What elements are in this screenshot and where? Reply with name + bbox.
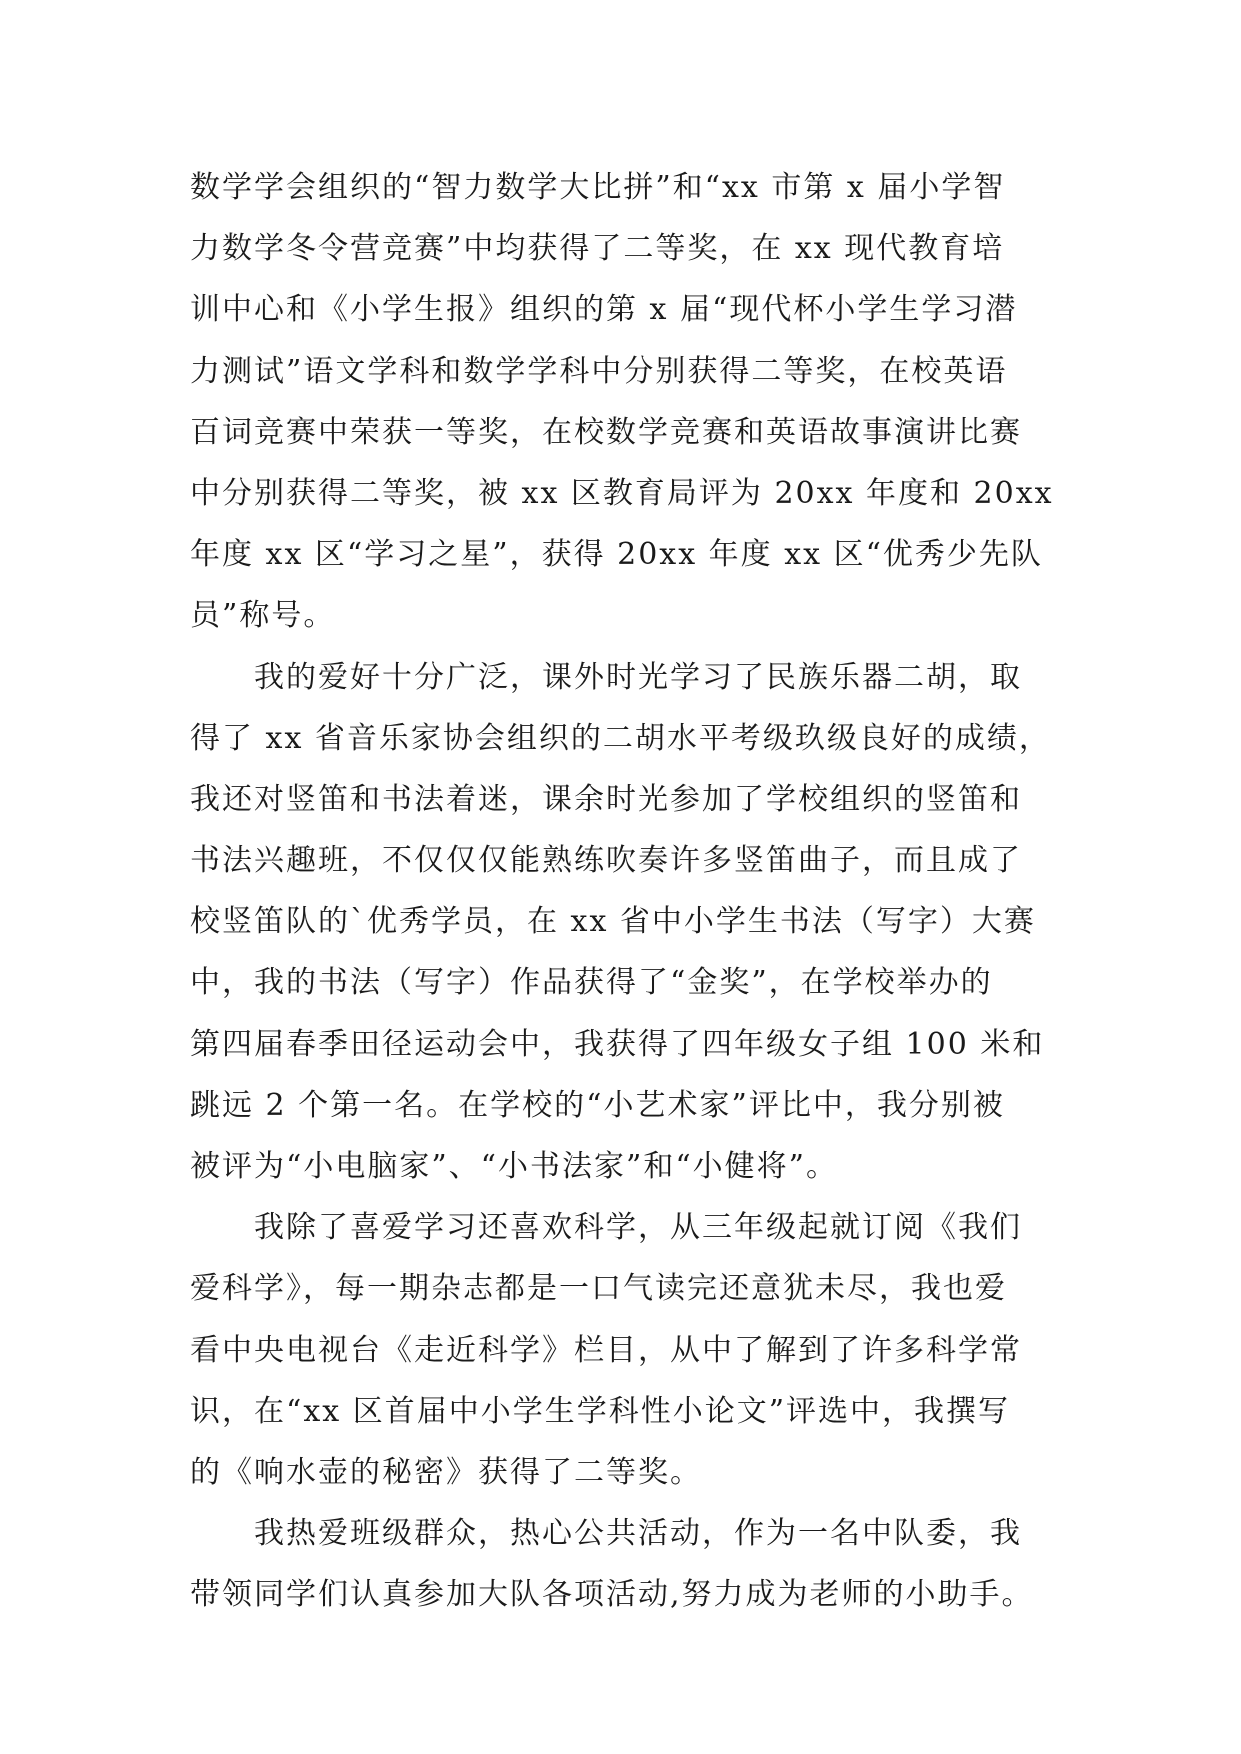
text-line: 员”称号。	[190, 598, 336, 634]
text-line: 数学学会组织的“智力数学大比拼”和“xx 市第 x 届小学智	[190, 170, 1006, 205]
text-line: 我除了喜爱学习还喜欢科学，从三年级起就订阅《我们	[190, 1210, 1022, 1246]
text-line: 第四届春季田径运动会中，我获得了四年级女子组 100 米和	[190, 1026, 1045, 1062]
text-line: 百词竞赛中荣获一等奖，在校数学竞赛和英语故事演讲比赛	[190, 414, 1022, 450]
text-line: 中分别获得二等奖，被 xx 区教育局评为 20xx 年度和 20xx	[190, 475, 1054, 511]
text-line: 我的爱好十分广泛，课外时光学习了民族乐器二胡，取	[190, 659, 1022, 695]
text-line: 校竖笛队的`优秀学员，在 xx 省中小学生书法（写字）大赛	[190, 904, 1036, 940]
text-line: 力测试”语文学科和数学学科中分别获得二等奖，在校英语	[190, 353, 1008, 389]
text-line: 中，我的书法（写字）作品获得了“金奖”，在学校举办的	[190, 965, 993, 1001]
paragraph-class-activities	[190, 1503, 1058, 1625]
text-line: 书法兴趣班，不仅仅仅能熟练吹奏许多竖笛曲子，而且成了	[190, 843, 1022, 879]
text-line: 爱科学》，每一期杂志都是一口气读完还意犹未尽，我也爱	[190, 1271, 1007, 1307]
text-line: 我热爱班级群众，热心公共活动，作为一名中队委，我	[190, 1516, 1022, 1552]
text-line: 训中心和《小学生报》组织的第 x 届“现代杯小学生学习潜	[190, 292, 1018, 328]
text-line: 被评为“小电脑家”、“小书法家”和“小健将”。	[190, 1149, 839, 1184]
paragraph-science	[190, 1197, 1058, 1503]
text-line: 得了 xx 省音乐家协会组织的二胡水平考级玖级良好的成绩，	[190, 720, 1051, 756]
text-line: 力数学冬令营竞赛”中均获得了二等奖，在 xx 现代教育培	[190, 231, 1005, 267]
text-line: 识，在“xx 区首届中小学生学科性小论文”评选中，我撰写	[190, 1393, 1011, 1429]
text-line: 我还对竖笛和书法着迷，课余时光参加了学校组织的竖笛和	[190, 781, 1022, 817]
text-line: 年度 xx 区“学习之星”，获得 20xx 年度 xx 区“优秀少先队	[190, 537, 1043, 573]
text-line: 的《响水壶的秘密》获得了二等奖。	[190, 1454, 702, 1490]
text-line: 带领同学们认真参加大队各项活动,努力成为老师的小助手。	[190, 1577, 1034, 1613]
text-line: 跳远 2 个第一名。在学校的“小艺术家”评比中，我分别被	[190, 1087, 1005, 1123]
text-line: 看中央电视台《走近科学》栏目，从中了解到了许多科学常	[190, 1332, 1022, 1368]
paragraph-hobbies	[190, 647, 1058, 1198]
paragraph-awards	[190, 157, 1058, 647]
document-body	[190, 157, 1058, 1626]
